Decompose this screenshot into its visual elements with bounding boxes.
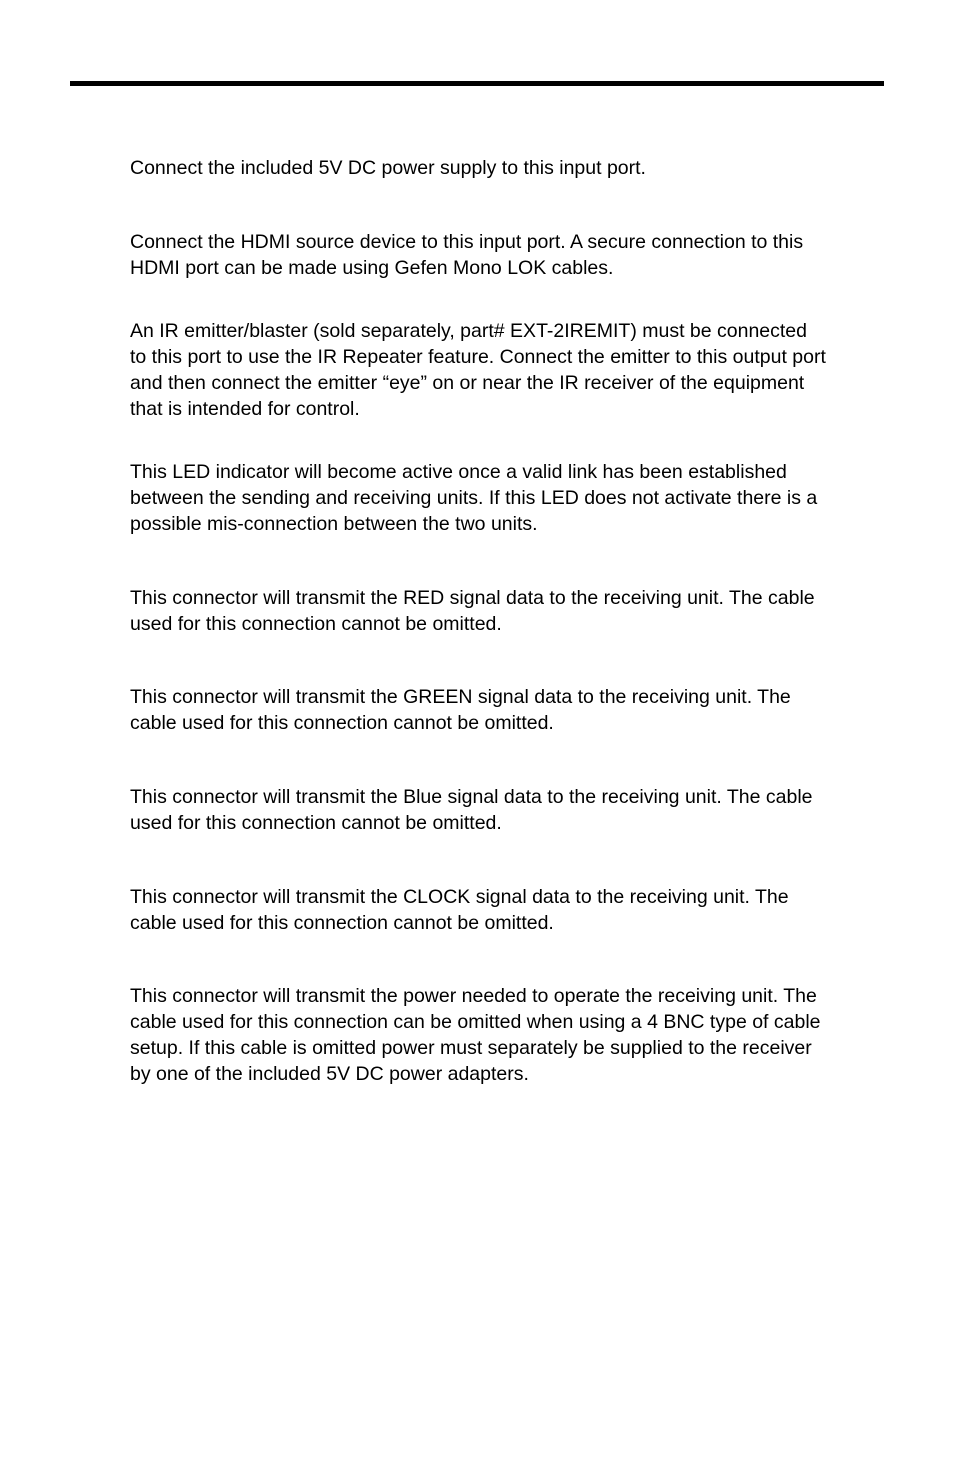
paragraph-blue-connector: This connector will transmit the Blue signal data to the receiving unit. The cable used for this connection cannot be omitted. (130, 786, 813, 834)
paragraph-red-connector: This connector will transmit the RED signal data to the receiving unit. The cable used for this connection cannot be omitted. (130, 587, 815, 635)
paragraph-green-connector: This connector will transmit the GREEN signal data to the receiving unit. The cable used for this connection cannot be omitted. (130, 686, 791, 734)
paragraph-power-connector: This connector will transmit the power needed to operate the receiving unit. The cable used for this connection can be omitted when using a 4 BNC type of cable setup. If this cable is omitted power must separately be supplied to the receiver by one of the included 5V DC power adapters. (130, 985, 821, 1085)
paragraph-ir-emitter: An IR emitter/blaster (sold separately, part# EXT-2IREMIT) must be connected to this port to use the IR Repeater feature. Connect the emitter to this output port and then connect the emitter “eye” on or near the IR receiver of the equipment that is intended for control. (130, 320, 826, 420)
paragraph-power-input: Connect the included 5V DC power supply to this input port. (130, 157, 646, 179)
header-rule (70, 81, 884, 86)
paragraph-link-led: This LED indicator will become active once a valid link has been established between the sending and receiving units. If this LED does not activate there is a possible mis-connection between the two units. (130, 461, 818, 535)
paragraph-clock-connector: This connector will transmit the CLOCK signal data to the receiving unit. The cable used for this connection cannot be omitted. (130, 886, 789, 934)
paragraph-hdmi-input: Connect the HDMI source device to this input port. A secure connection to this HDMI port can be made using Gefen Mono LOK cables. (130, 231, 804, 279)
